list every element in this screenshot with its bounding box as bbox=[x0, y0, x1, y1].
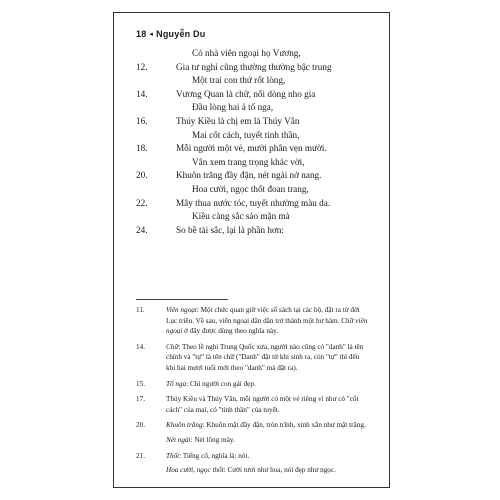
verse-number: 20. bbox=[136, 170, 148, 181]
verse-text: Gia tư nghỉ cũng thường thường bậc trung bbox=[176, 61, 332, 72]
verse-text: So bề tài sắc, lại là phần hơn: bbox=[176, 224, 284, 235]
footnote-text: : Nét lông mày. bbox=[190, 435, 235, 444]
verse-line bbox=[136, 61, 376, 75]
footnote bbox=[136, 394, 368, 415]
footnote-text: : Cười tươi như hoa, nói đẹp như ngọc. bbox=[223, 466, 336, 475]
footnote-term: Hoa cười, ngọc thốt bbox=[166, 466, 224, 475]
footnote-number: 17. bbox=[136, 395, 145, 404]
footnote-text: : Khuôn mặt đầy đặn, tròn trĩnh, xinh xắn như mặt trăng. bbox=[202, 421, 366, 430]
verse-number: 24. bbox=[136, 224, 148, 235]
footnote-number: 11. bbox=[136, 306, 145, 314]
verse-line bbox=[136, 142, 376, 156]
verse-number: 12. bbox=[136, 61, 148, 72]
verse-line bbox=[136, 197, 376, 211]
footnote-number: 15. bbox=[136, 379, 145, 388]
verse-text: Một trai con thứ rốt lòng, bbox=[192, 75, 286, 86]
book-page bbox=[113, 12, 390, 488]
footnote-divider bbox=[136, 299, 228, 300]
verse-text: Hoa cười, ngọc thốt đoan trang, bbox=[192, 183, 309, 194]
footnote-text: : Theo lề nghi Trung Quốc xưa, người nào cũng có "danh" là tên chính và "tự" là tên chữ ("Danh" đặt từ khi sinh ra, còn "tự" thì đến khi hai mươi tuổi mới theo "danh" mà đặt ra). bbox=[166, 342, 364, 372]
verse-text: Thúy Kiều là chị em là Thúy Vân bbox=[176, 115, 300, 126]
footnote-term: Viên ngoại bbox=[166, 306, 197, 314]
footnote-number: 20. bbox=[136, 421, 145, 430]
footnote-text: Thúy Kiều và Thúy Vân, mỗi người có một vẻ riêng ví như có "cốt cách" của mai, có "tinh thần" của tuyết. bbox=[166, 395, 359, 414]
verse-line bbox=[136, 101, 376, 115]
verse-text: Có nhà viên ngoại họ Vương, bbox=[192, 48, 301, 58]
verse-line bbox=[136, 224, 376, 238]
footnote-term: viên ngoại bbox=[166, 316, 368, 336]
footnote-text: : Tiếng cổ, nghĩa là: nói. bbox=[179, 451, 250, 460]
footnotes bbox=[136, 305, 368, 481]
footnote-text: : Một chức quan giữ việc sổ sách tại các bộ, đặt ra từ đời Lục triều. Về sau, viên ngoại dần dần trở thành một hư hàm. Chữ bbox=[166, 306, 360, 325]
verse-line bbox=[136, 115, 376, 129]
verse-line bbox=[136, 169, 376, 183]
running-header bbox=[136, 29, 205, 39]
verse-number: 18. bbox=[136, 143, 148, 154]
footnote-term: Tố nga bbox=[166, 379, 187, 388]
footnote-number: 21. bbox=[136, 451, 145, 460]
verse-text: Mai cốt cách, tuyết tinh thần, bbox=[192, 129, 300, 140]
verse-text: Vương Quan là chữ, nối dòng nho gia bbox=[176, 88, 316, 99]
page-number: 18 bbox=[136, 29, 147, 39]
verse-line bbox=[136, 183, 376, 197]
verse-text: Mây thua nước tóc, tuyết nhường màu da. bbox=[176, 197, 331, 208]
verse-text: Đầu lòng hai ả tố nga, bbox=[192, 102, 274, 113]
verse-line bbox=[136, 74, 376, 88]
verse-number: 16. bbox=[136, 115, 148, 126]
footnote bbox=[136, 379, 368, 390]
verse-text: Khuôn trăng đầy đặn, nét ngài nở nang. bbox=[176, 170, 322, 181]
verse-line bbox=[136, 47, 376, 61]
author-name: Nguyễn Du bbox=[156, 29, 206, 39]
poem-verses bbox=[136, 47, 376, 237]
verse-text: Kiều càng sắc sảo mặn mà bbox=[192, 211, 290, 222]
verse-text: Vân xem trang trọng khác vời, bbox=[192, 156, 305, 167]
footnote bbox=[136, 305, 368, 337]
verse-text: Mỗi người một vẻ, mười phân vẹn mười. bbox=[176, 143, 327, 154]
footnote-term: Thốt bbox=[166, 451, 180, 460]
verse-line bbox=[136, 129, 376, 143]
footnote bbox=[136, 420, 368, 445]
footnote-text: ở đây được dùng theo nghĩa này. bbox=[182, 327, 279, 336]
verse-line bbox=[136, 210, 376, 224]
footnote bbox=[136, 342, 368, 374]
verse-line bbox=[136, 156, 376, 170]
arrow-icon: ◂ bbox=[149, 31, 154, 38]
verse-line bbox=[136, 88, 376, 102]
footnote-number: 14. bbox=[136, 342, 145, 351]
footnote-term: Chữ bbox=[166, 342, 179, 351]
verse-number: 14. bbox=[136, 88, 148, 99]
footnote bbox=[136, 451, 368, 476]
footnote-term: Khuôn trăng bbox=[166, 421, 203, 430]
footnote-text: : Chỉ người con gái đẹp. bbox=[186, 379, 256, 388]
footnote-term: Nét ngài bbox=[166, 435, 191, 444]
verse-number: 22. bbox=[136, 197, 148, 208]
